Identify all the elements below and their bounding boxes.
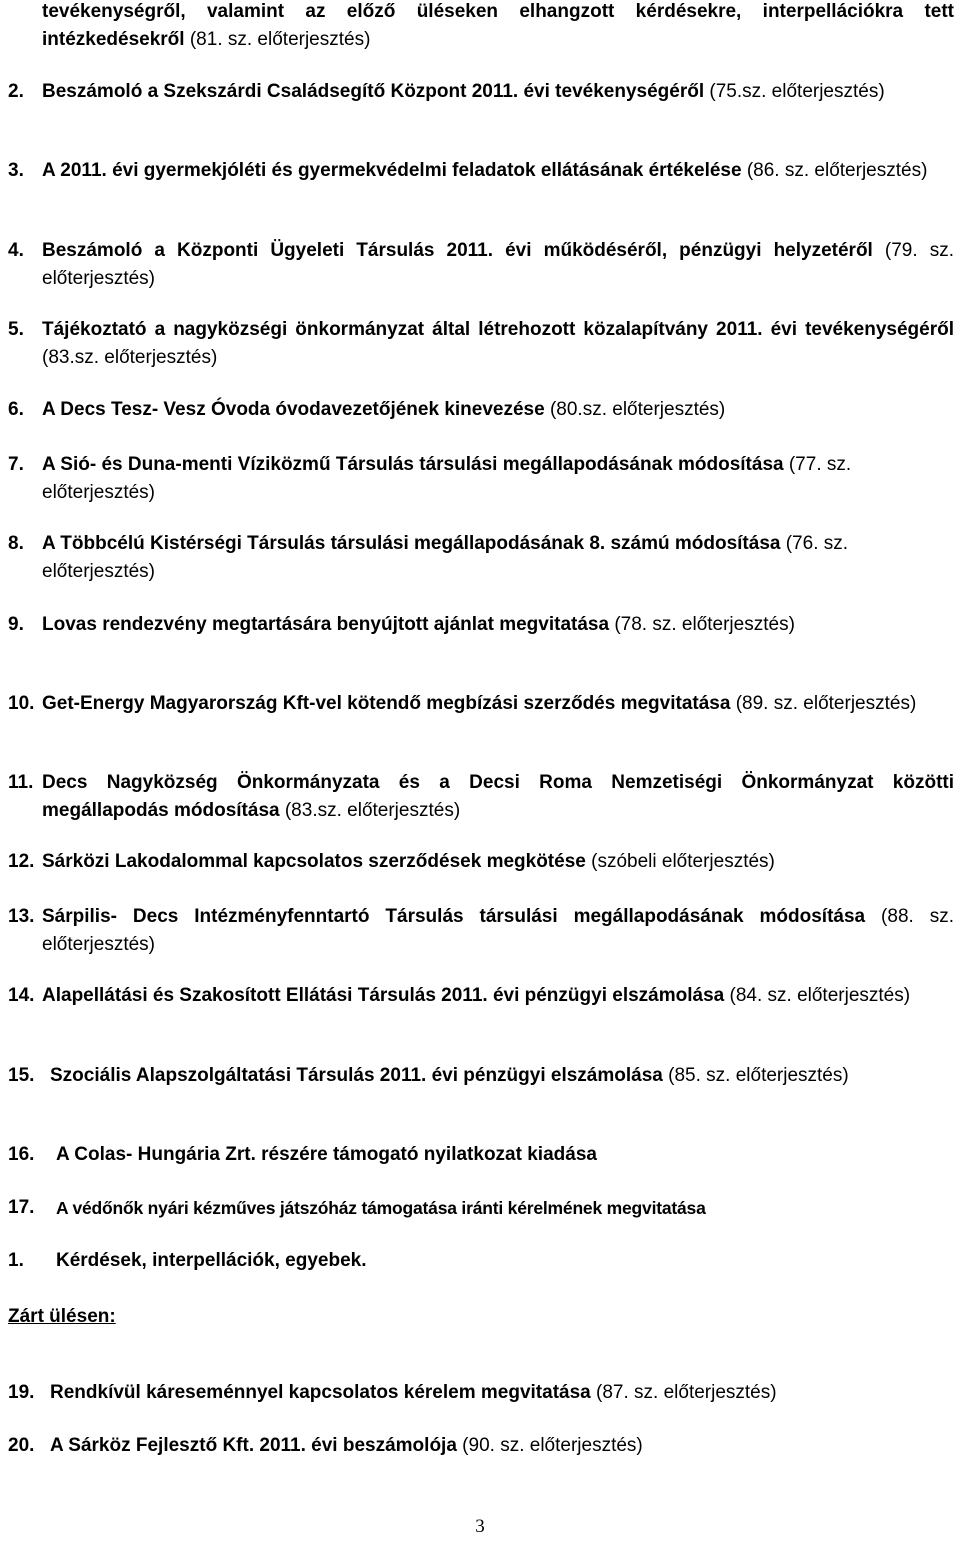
closed-session-heading: Zárt ülésen: [8,1306,116,1327]
agenda-item-17: 17. A védőnők nyári kézműves játszóház támogatása iránti kérelmének megvitatása [8,1197,706,1218]
agenda-item-10: 10. Get-Energy Magyarország Kft-vel kötendő megbízási szerződés megvitatása (89. sz. előterjesztés) [8,693,917,714]
agenda-item-16: 16. A Colas- Hungária Zrt. részére támogató nyilatkozat kiadása [8,1144,597,1165]
agenda-item-20: 20. A Sárköz Fejlesztő Kft. 2011. évi beszámolója (90. sz. előterjesztés) [8,1435,643,1456]
agenda-item-13: 13. Sárpilis- Decs Intézményfenntartó Társulás társulási megállapodásának módosítása (88. sz. előterjesztés) [8,906,955,955]
agenda-item-3: 3. A 2011. évi gyermekjóléti és gyermekvédelmi feladatok ellátásának értékelése (86. sz. előterjesztés) [8,160,928,181]
agenda-item-19: 19. Rendkívül káreseménnyel kapcsolatos kérelem megvitatása (87. sz. előterjesztés) [8,1382,777,1403]
agenda-item-text: tevékenységről, valamint az előző üléseken elhangzott kérdésekre, interpellációkra tett intézkedésekről (81. sz. előterjesztés) [42,1,954,50]
agenda-item-2: 2. Beszámoló a Szekszárdi Családsegítő Központ 2011. évi tevékenységéről (75.sz. előterjesztés) [8,81,885,102]
agenda-item-14: 14. Alapellátási és Szakosított Ellátási Társulás 2011. évi pénzügyi elszámolása (84. sz. előterjesztés) [8,985,911,1006]
page-number: 3 [475,1516,485,1537]
agenda-item-11: 11. Decs Nagyközség Önkormányzata és a Decsi Roma Nemzetiségi Önkormányzat közötti megállapodás módosítása (83.sz. előterjesztés) [8,772,954,821]
agenda-item-8: 8. A Többcélú Kistérségi Társulás társulási megállapodásának 8. számú módosítása (76. sz. előterjesztés) [8,533,849,582]
agenda-item-5: 5. Tájékoztató a nagyközségi önkormányzat által létrehozott közalapítvány 2011. évi tevékenységéről (83.sz. előterjesztés) [8,319,954,368]
agenda-item-continuation [8,0,954,54]
agenda-item-15: 15. Szociális Alapszolgáltatási Társulás 2011. évi pénzügyi elszámolása (85. sz. előterjesztés) [8,1065,849,1086]
agenda-item-7: 7. A Sió- és Duna-menti Víziközmű Társulás társulási megállapodásának módosítása (77. sz. előterjesztés) [8,454,852,503]
agenda-item-questions: 1. Kérdések, interpellációk, egyebek. [8,1250,367,1271]
agenda-item-4: 4. Beszámoló a Központi Ügyeleti Társulás 2011. évi működéséről, pénzügyi helyzetéről (79. sz. előterjesztés) [8,240,954,289]
agenda-item-6: 6. A Decs Tesz- Vesz Óvoda óvodavezetőjének kinevezése (80.sz. előterjesztés) [8,399,726,420]
agenda-item-12: 12. Sárközi Lakodalommal kapcsolatos szerződések megkötése (szóbeli előterjesztés) [8,851,775,872]
agenda-item-9: 9. Lovas rendezvény megtartására benyújtott ajánlat megvitatása (78. sz. előterjesztés) [8,614,795,635]
